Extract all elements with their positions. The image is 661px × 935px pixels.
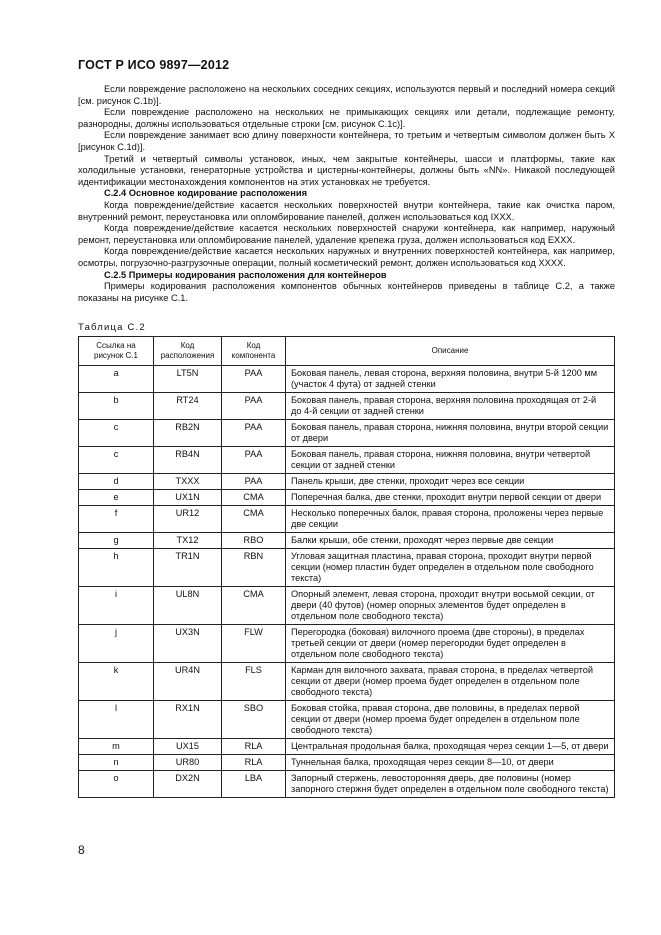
table-row [79,490,615,506]
description-cell: Центральная продольная балка, проходящая через секции 1—5, от двери [286,739,615,755]
location-code-cell: TX12 [154,533,222,549]
reference-cell: h [79,549,154,587]
component-code-cell: RBO [222,533,286,549]
column-header-description: Описание [286,337,615,366]
table-row [79,447,615,474]
paragraph: Когда повреждение/действие касается нескольких поверхностей снаружи контейнера, как например, наружный ремонт, переустановка или опломбирование панелей, удаление крепежа груза, должен использоваться код EXXX. [78,223,615,245]
reference-cell: f [79,506,154,533]
reference-cell: a [79,366,154,393]
location-code-cell: UL8N [154,587,222,625]
location-code-cell: RX1N [154,701,222,739]
column-header-reference: Ссылка на рисунок С.1 [79,337,154,366]
table-row [79,587,615,625]
location-code-cell: LT5N [154,366,222,393]
table-header-row [79,337,615,366]
paragraph: Если повреждение занимает всю длину поверхности контейнера, то третьим и четвертым символом должен быть X [рисунок С.1d)]. [78,130,615,152]
component-code-cell: RBN [222,549,286,587]
table-row [79,506,615,533]
reference-cell: g [79,533,154,549]
location-code-cell: TXXX [154,474,222,490]
paragraph: Когда повреждение/действие касается нескольких поверхностей внутри контейнера, такие как очистка паром, внутренний ремонт, переустановка или опломбирование панелей, должен использоваться код IXXX. [78,199,615,222]
reference-cell: j [79,625,154,663]
reference-cell: e [79,490,154,506]
document-header: ГОСТ Р ИСО 9897—2012 [78,58,230,72]
table-row [79,474,615,490]
reference-cell: o [79,771,154,798]
table-row [79,549,615,587]
component-code-cell: CMA [222,506,286,533]
location-code-cell: DX2N [154,771,222,798]
location-code-cell: RT24 [154,393,222,420]
description-cell: Боковая стойка, правая сторона, две половины, в пределах первой секции от двери (номер проема будет определен в отдельном поле свободного текста) [286,701,615,739]
description-cell: Боковая панель, правая сторона, нижняя половина, внутри второй секции от двери [286,420,615,447]
paragraph: Если повреждение расположено на нескольких соседних секциях, используются первый и последний номера секций [см. рисунок С.1b)]. [78,84,615,106]
table-row [79,393,615,420]
table-body [79,366,615,798]
description-cell: Опорный элемент, левая сторона, проходит внутри восьмой секции, от двери (40 футов) (номер опорных элементов будет определен в отдельном поле свободного текста) [286,587,615,625]
column-header-component-code: Код компонента [222,337,286,366]
location-code-cell: UX15 [154,739,222,755]
description-cell: Перегородка (боковая) вилочного проема (две стороны), в пределах третьей секции от двери (номер перегородки будет определен в отдельном поле свободного текста) [286,625,615,663]
description-cell: Боковая панель, левая сторона, верхняя половина, внутри 5-й 1200 мм (участок 4 фута) от задней стенки [286,366,615,393]
reference-cell: b [79,393,154,420]
reference-cell: i [79,587,154,625]
location-code-cell: RB4N [154,447,222,474]
component-code-cell: SBO [222,701,286,739]
component-code-cell: CMA [222,587,286,625]
location-code-cell: TR1N [154,549,222,587]
description-cell: Балки крыши, обе стенки, проходят через первые две секции [286,533,615,549]
body-text [78,84,615,304]
location-code-cell: UX1N [154,490,222,506]
description-cell: Поперечная балка, две стенки, проходит внутри первой секции от двери [286,490,615,506]
column-header-location-code: Код расположения [154,337,222,366]
table-row [79,701,615,739]
component-code-cell: PAA [222,420,286,447]
component-code-cell: FLS [222,663,286,701]
table-row [79,739,615,755]
paragraph: Когда повреждение/действие касается нескольких наружных и внутренних поверхностей контейнера, как например, осмотры, погрузочно-разгрузочные операции, полный косметический ремонт, должен использоваться код XXXX. [78,246,615,268]
component-code-cell: PAA [222,393,286,420]
description-cell: Несколько поперечных балок, правая сторона, проложены через первые две секции [286,506,615,533]
component-code-cell: PAA [222,366,286,393]
table-row [79,625,615,663]
description-cell: Боковая панель, правая сторона, верхняя половина проходящая от 2-й до 4-й секции от задней стенки [286,393,615,420]
location-codes-table [78,336,615,798]
reference-cell: m [79,739,154,755]
page-number: 8 [78,843,85,857]
component-code-cell: CMA [222,490,286,506]
description-cell: Туннельная балка, проходящая через секции 8—10, от двери [286,755,615,771]
reference-cell: c [79,447,154,474]
location-code-cell: UR4N [154,663,222,701]
description-cell: Боковая панель, правая сторона, нижняя половина, внутри четвертой секции от задней стенки [286,447,615,474]
paragraph: Третий и четвертый символы установок, иных, чем закрытые контейнеры, шасси и платформы, такие как холодильные установки, генераторные устройства и цистерны-контейнеры, должны быть «NN». Никакой последующей идентификации местонахождения компонентов на этих установках не требуется. [78,153,615,187]
component-code-cell: LBA [222,771,286,798]
component-code-cell: PAA [222,474,286,490]
paragraph: Примеры кодирования расположения компонентов обычных контейнеров приведены в таблице С.2, а также показаны на рисунке С.1. [78,281,615,303]
table-row [79,771,615,798]
description-cell: Угловая защитная пластина, правая сторона, проходит внутри первой секции (номер пластин будет определен в отдельном поле свободного текста) [286,549,615,587]
location-code-cell: RB2N [154,420,222,447]
section-heading-c-2-4: С.2.4 Основное кодирование расположения [104,188,307,199]
description-cell: Запорный стержень, левосторонняя дверь, две половины (номер запорного стержня будет определен в отдельном поле свободного текста) [286,771,615,798]
reference-cell: l [79,701,154,739]
component-code-cell: PAA [222,447,286,474]
table-row [79,663,615,701]
reference-cell: d [79,474,154,490]
table-row [79,533,615,549]
reference-cell: k [79,663,154,701]
table-row [79,755,615,771]
table-row [79,420,615,447]
location-code-cell: UR80 [154,755,222,771]
location-code-cell: UR12 [154,506,222,533]
paragraph: Если повреждение расположено на нескольких не примыкающих секциях или детали, подлежащие ремонту, разнородны, должны использоваться отдельные строки [см. рисунок С.1с)]. [78,107,615,129]
table-row [79,366,615,393]
component-code-cell: RLA [222,755,286,771]
location-code-cell: UX3N [154,625,222,663]
reference-cell: n [79,755,154,771]
component-code-cell: FLW [222,625,286,663]
description-cell: Карман для вилочного захвата, правая сторона, в пределах четвертой секции от двери (номер проема будет определен в отдельном поле свободного текста) [286,663,615,701]
description-cell: Панель крыши, две стенки, проходит через все секции [286,474,615,490]
component-code-cell: RLA [222,739,286,755]
section-heading-c-2-5: С.2.5 Примеры кодирования расположения для контейнеров [104,269,387,280]
table-caption: Таблица С.2 [78,322,146,333]
reference-cell: c [79,420,154,447]
